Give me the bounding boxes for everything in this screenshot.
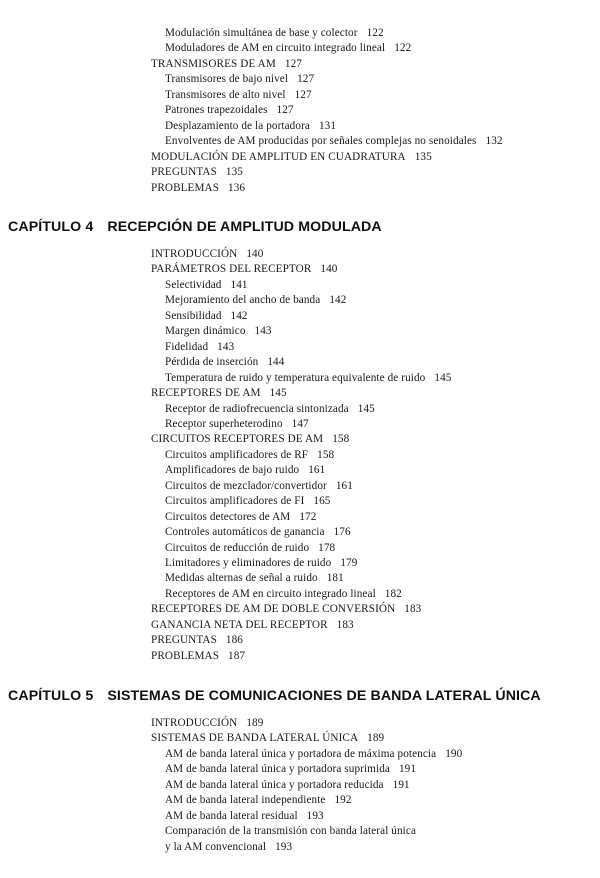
chapter-number: CAPÍTULO 5 — [8, 688, 94, 704]
toc-subsection-entry — [165, 88, 312, 103]
toc-entry-title: Patrones trapezoidales — [165, 104, 268, 117]
toc-page-number: 127 — [276, 104, 294, 117]
toc-entry-title: AM de banda lateral única y portadora de máxima potencia — [165, 747, 437, 760]
toc-entry-title: Margen dinámico — [165, 325, 246, 338]
toc-page-number: 145 — [269, 387, 287, 400]
toc-subsection-entry — [165, 119, 336, 134]
toc-page-number: 135 — [225, 166, 243, 179]
toc-page-number: 192 — [334, 794, 352, 807]
toc-page-number: 161 — [308, 464, 326, 477]
chapter-title: SISTEMAS DE COMUNICACIONES DE BANDA LATERAL ÚNICA — [107, 688, 541, 704]
toc-section-entry — [151, 57, 302, 72]
toc-page-number: 147 — [291, 417, 309, 430]
toc-page-number: 191 — [392, 778, 410, 791]
toc-subsection-entry — [165, 103, 294, 118]
toc-entry-title: MODULACIÓN DE AMPLITUD EN CUADRATURA — [151, 150, 406, 163]
toc-entry-title: INTRODUCCIÓN — [151, 717, 238, 729]
toc-entry-title: Circuitos de reducción de ruido — [165, 541, 310, 554]
toc-entry-title: Controles automáticos de ganancia — [165, 526, 325, 539]
toc-entry-title: GANANCIA NETA DEL RECEPTOR — [151, 618, 328, 631]
toc-page-number: 172 — [299, 510, 317, 523]
toc-page-number: 191 — [398, 763, 417, 776]
toc-entry-title: PREGUNTAS — [151, 634, 217, 647]
toc-subsection-entry — [165, 479, 353, 494]
toc-section-entry — [151, 618, 354, 633]
toc-section-entry — [151, 247, 263, 262]
toc-entry-title: Fidelidad — [165, 340, 209, 353]
chapter-heading — [8, 218, 382, 236]
toc-section-entry — [151, 731, 384, 746]
toc-subsection-entry — [165, 494, 331, 509]
toc-page-number: 145 — [434, 371, 452, 384]
toc-page-number: 122 — [366, 27, 384, 39]
toc-page-number: 122 — [394, 42, 412, 55]
toc-entry-title: PROBLEMAS — [151, 181, 220, 194]
toc-page-number: 187 — [228, 649, 246, 662]
toc-subsection-entry — [165, 371, 451, 386]
toc-entry-title: SISTEMAS DE BANDA LATERAL ÚNICA — [151, 732, 359, 745]
toc-entry-title: AM de banda lateral única y portadora suprimida — [165, 763, 390, 776]
toc-entry-title: INTRODUCCIÓN — [151, 248, 238, 260]
toc-subsection-entry — [165, 510, 316, 525]
toc-page-number: 182 — [384, 587, 402, 600]
toc-page-number: 181 — [326, 572, 344, 585]
toc-section-entry — [151, 432, 349, 447]
chapter-heading — [8, 687, 541, 705]
toc-subsection-entry — [165, 26, 384, 41]
toc-page-number: 158 — [317, 448, 335, 461]
toc-subsection-entry — [165, 417, 309, 432]
toc-entry-title: y la AM convencional — [165, 840, 267, 853]
toc-section-entry — [151, 181, 245, 196]
toc-entry-title: Mejoramiento del ancho de banda — [165, 294, 321, 307]
toc-entry-title: Pérdida de inserción — [165, 356, 259, 369]
toc-page-number: 142 — [230, 309, 248, 322]
toc-subsection-entry — [165, 793, 352, 808]
toc-page-number: 136 — [228, 181, 246, 194]
toc-section-entry — [151, 150, 432, 165]
toc-page-number: 158 — [332, 433, 350, 446]
toc-section-entry — [151, 633, 243, 648]
toc-page-number: 144 — [267, 356, 285, 369]
toc-entry-title: Selectividad — [165, 278, 222, 291]
toc-entry-title: PROBLEMAS — [151, 649, 220, 662]
toc-page-number: 131 — [318, 119, 337, 132]
toc-page-number: 140 — [320, 263, 338, 276]
toc-page-number: 127 — [284, 57, 302, 70]
toc-page-number: 179 — [340, 557, 358, 569]
toc-entry-title: Temperatura de ruido y temperatura equivalente de ruido — [165, 371, 426, 384]
toc-page-number: 176 — [333, 526, 351, 539]
toc-page-number: 127 — [294, 88, 312, 101]
toc-section-entry — [151, 386, 287, 401]
toc-page-number: 161 — [335, 479, 353, 492]
toc-entry-title: AM de banda lateral única y portadora reducida — [165, 778, 384, 791]
toc-page-number: 178 — [318, 541, 336, 554]
toc-entry-title: PARÁMETROS DEL RECEPTOR — [151, 263, 312, 276]
toc-page-number: 189 — [367, 732, 385, 745]
toc-entry-title: Receptor superheterodino — [165, 417, 283, 430]
toc-entry-title: Receptor de radiofrecuencia sintonizada — [165, 402, 349, 415]
toc-subsection-entry — [165, 340, 234, 355]
toc-section-entry — [151, 262, 338, 277]
toc-entry-title: Circuitos de mezclador/convertidor — [165, 479, 327, 492]
toc-page-number: 165 — [313, 495, 331, 508]
toc-page-number: 186 — [225, 634, 243, 647]
toc-page-number: 140 — [246, 248, 264, 260]
toc-subsection-entry — [165, 355, 284, 370]
toc-entry-title: Moduladores de AM en circuito integrado lineal — [165, 42, 386, 55]
chapter-number: CAPÍTULO 4 — [8, 219, 94, 235]
toc-entry-title: Envolventes de AM producidas por señales complejas no senoidales — [165, 135, 477, 148]
toc-entry-title: RECEPTORES DE AM DE DOBLE CONVERSIÓN — [151, 603, 396, 616]
toc-subsection-entry — [165, 448, 334, 463]
toc-subsection-entry — [165, 402, 375, 417]
toc-page-number: 142 — [329, 294, 347, 307]
toc-subsection-entry — [165, 809, 324, 824]
toc-subsection-entry — [165, 747, 462, 762]
toc-entry-title: TRANSMISORES DE AM — [151, 57, 276, 70]
toc-page-number: 145 — [357, 402, 375, 415]
toc-entry-title: Circuitos amplificadores de RF — [165, 448, 309, 461]
toc-entry-title: Comparación de la transmisión con banda lateral única — [165, 825, 417, 838]
toc-subsection-entry — [165, 587, 402, 602]
toc-entry-title: Sensibilidad — [165, 309, 222, 322]
toc-entry-title: RECEPTORES DE AM — [151, 387, 261, 400]
toc-page-number: 141 — [230, 278, 248, 291]
toc-page-number: 132 — [485, 135, 503, 148]
toc-subsection-entry — [165, 556, 357, 571]
toc-entry-title: Circuitos amplificadores de FI — [165, 495, 305, 508]
chapter-title: RECEPCIÓN DE AMPLITUD MODULADA — [107, 219, 382, 235]
toc-entry-title: Circuitos detectores de AM — [165, 510, 291, 523]
toc-subsection-entry — [165, 762, 416, 777]
toc-page-number: 127 — [297, 73, 315, 86]
toc-page-number: 189 — [246, 717, 264, 729]
toc-page-number: 183 — [336, 618, 354, 631]
toc-entry-title: PREGUNTAS — [151, 166, 217, 179]
toc-subsection-entry — [165, 824, 416, 839]
toc-entry-title: Transmisores de bajo nivel — [165, 73, 289, 86]
toc-section-entry — [151, 649, 245, 664]
toc-page-number: 193 — [306, 809, 324, 822]
toc-entry-title: CIRCUITOS RECEPTORES DE AM — [151, 433, 324, 446]
toc-entry-title: AM de banda lateral independiente — [165, 794, 326, 807]
toc-page-number: 143 — [254, 325, 272, 338]
toc-entry-title: Limitadores y eliminadores de ruido — [165, 557, 332, 569]
toc-section-entry — [151, 602, 421, 617]
toc-subsection-entry — [165, 278, 248, 293]
toc-subsection-entry — [165, 134, 503, 149]
toc-entry-title: Amplificadores de bajo ruido — [165, 464, 300, 477]
toc-page-number: 135 — [414, 150, 432, 163]
toc-subsection-entry — [165, 41, 411, 56]
toc-entry-title: Medidas alternas de señal a ruido — [165, 572, 318, 585]
toc-page-number: 143 — [217, 340, 235, 353]
toc-entry-title: Receptores de AM en circuito integrado lineal — [165, 587, 376, 600]
toc-subsection-entry — [165, 541, 335, 556]
toc-subsection-entry — [165, 840, 292, 855]
toc-subsection-entry — [165, 571, 344, 586]
toc-subsection-entry — [165, 309, 248, 324]
toc-subsection-entry — [165, 525, 351, 540]
toc-subsection-entry — [165, 324, 272, 339]
toc-subsection-entry — [165, 778, 410, 793]
toc-entry-title: Desplazamiento de la portadora — [165, 119, 310, 132]
toc-entry-title: Modulación simultánea de base y colector — [165, 27, 358, 39]
toc-page-number: 183 — [404, 603, 422, 616]
toc-subsection-entry — [165, 72, 314, 87]
toc-subsection-entry — [165, 463, 325, 478]
toc-entry-title: Transmisores de alto nivel — [165, 88, 286, 101]
toc-section-entry — [151, 716, 263, 731]
toc-subsection-entry — [165, 293, 346, 308]
toc-section-entry — [151, 165, 243, 180]
toc-page-number: 190 — [445, 747, 463, 760]
toc-page-number: 193 — [275, 840, 293, 853]
toc-entry-title: AM de banda lateral residual — [165, 809, 298, 822]
